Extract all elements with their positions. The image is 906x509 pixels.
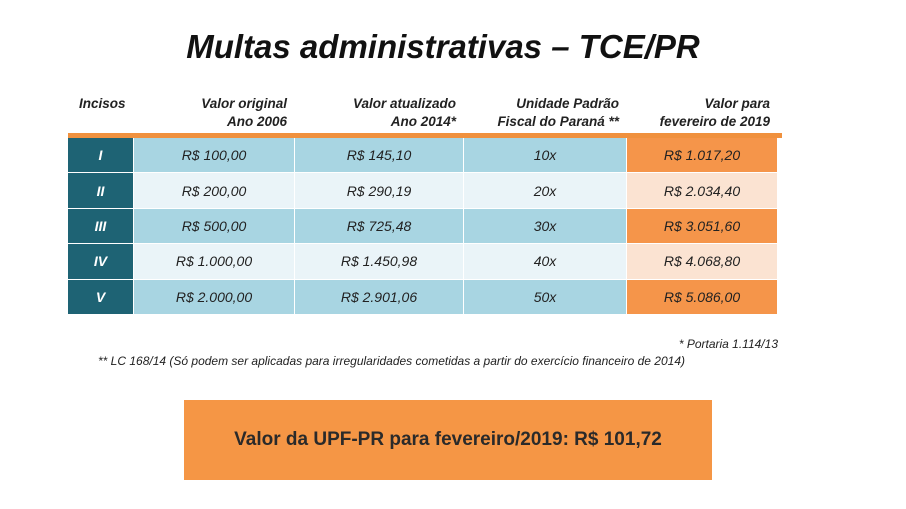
- valor-atualizado-cell: R$ 145,10: [295, 138, 464, 173]
- valor-atualizado-cell: R$ 1.450,98: [295, 244, 464, 279]
- upf-cell: 50x: [464, 280, 627, 315]
- inciso-cell: V: [68, 280, 134, 315]
- valor-2019-cell: R$ 5.086,00: [627, 280, 778, 315]
- header-incisos-label: Incisos: [79, 96, 126, 111]
- table-row: [68, 209, 778, 244]
- header-upf: [466, 95, 619, 135]
- inciso-cell: IV: [68, 244, 134, 279]
- footnote-portaria: * Portaria 1.114/13: [678, 337, 778, 351]
- header-valor-2019-line2: fevereiro de 2019: [659, 114, 770, 129]
- header-valor-atualizado-line2: Ano 2014*: [390, 114, 456, 129]
- valor-original-cell: R$ 1.000,00: [134, 244, 295, 279]
- valor-original-cell: R$ 500,00: [134, 209, 295, 244]
- header-valor-original: [150, 95, 287, 135]
- table-row: [68, 173, 778, 208]
- inciso-cell: I: [68, 138, 134, 173]
- valor-2019-cell: R$ 2.034,40: [627, 173, 778, 208]
- header-valor-2019-line1: Valor para: [704, 96, 770, 111]
- page-title: Multas administrativas – TCE/PR: [186, 28, 700, 65]
- upf-cell: 20x: [464, 173, 627, 208]
- inciso-cell: III: [68, 209, 134, 244]
- upf-cell: 10x: [464, 138, 627, 173]
- inciso-cell: II: [68, 173, 134, 208]
- valor-2019-cell: R$ 3.051,60: [627, 209, 778, 244]
- upf-cell: 30x: [464, 209, 627, 244]
- header-valor-original-line1: Valor original: [201, 96, 287, 111]
- table-row: [68, 244, 778, 279]
- valor-original-cell: R$ 2.000,00: [134, 280, 295, 315]
- header-valor-original-line2: Ano 2006: [226, 114, 287, 129]
- valor-original-cell: R$ 100,00: [134, 138, 295, 173]
- valor-atualizado-cell: R$ 2.901,06: [295, 280, 464, 315]
- table-row: [68, 138, 778, 173]
- fines-table: [68, 138, 778, 315]
- header-valor-atualizado-line1: Valor atualizado: [352, 96, 456, 111]
- header-incisos: [79, 95, 139, 135]
- header-valor-2019: [630, 95, 770, 135]
- header-valor-atualizado: [300, 95, 456, 135]
- header-upf-line1: Unidade Padrão: [516, 96, 619, 111]
- valor-2019-cell: R$ 1.017,20: [627, 138, 778, 173]
- table-row: [68, 280, 778, 315]
- footnote-lc: ** LC 168/14 (Só podem ser aplicadas para irregularidades cometidas a partir do exercício financeiro de 2014): [98, 354, 685, 368]
- upf-cell: 40x: [464, 244, 627, 279]
- valor-original-cell: R$ 200,00: [134, 173, 295, 208]
- header-upf-line2: Fiscal do Paraná **: [497, 114, 619, 129]
- valor-atualizado-cell: R$ 290,19: [295, 173, 464, 208]
- valor-2019-cell: R$ 4.068,80: [627, 244, 778, 279]
- upf-value-box: Valor da UPF-PR para fevereiro/2019: R$ 101,72: [184, 400, 712, 480]
- valor-atualizado-cell: R$ 725,48: [295, 209, 464, 244]
